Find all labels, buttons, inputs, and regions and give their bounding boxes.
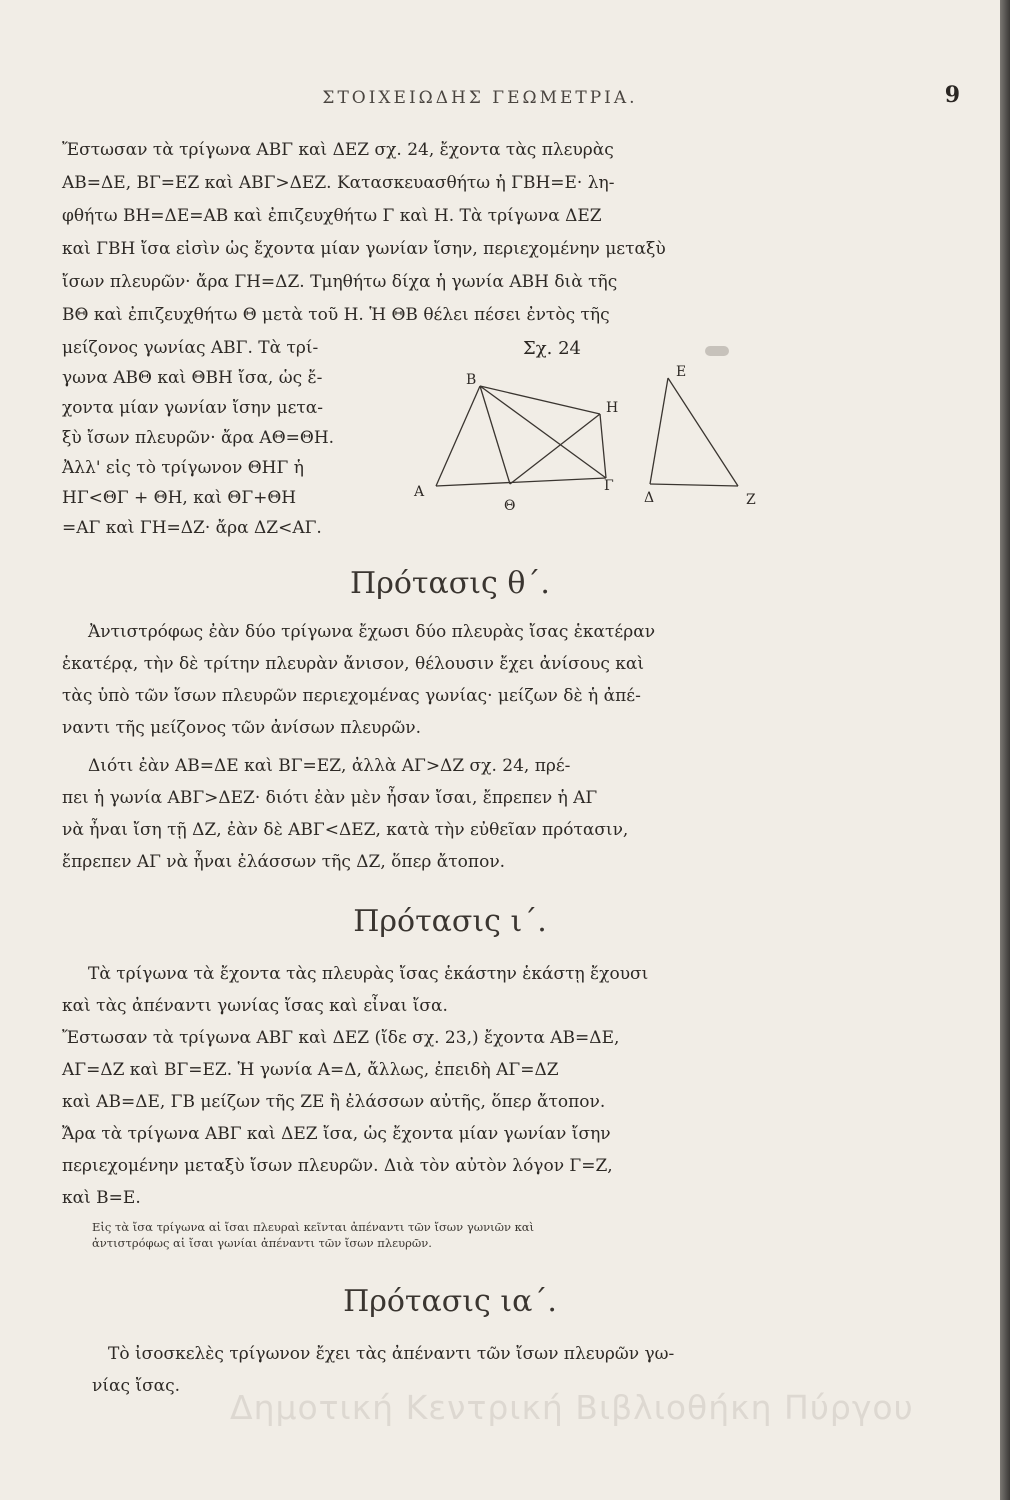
text-line: ΑΓ=ΔΖ καὶ ΒΓ=ΕΖ. Ἡ γωνία Α=Δ, ἄλλως, ἐπειδὴ ΑΓ=ΔΖ	[62, 1060, 559, 1080]
text-line: καὶ Β=Ε.	[62, 1188, 141, 1208]
text-line: Ἄρα τὰ τρίγωνα ΑΒΓ καὶ ΔΕΖ ἴσα, ὡς ἔχοντα μίαν γωνίαν ἴσην	[62, 1124, 611, 1144]
text-line: ΗΓ<ΘΓ + ΘΗ, καὶ ΘΓ+ΘΗ	[62, 488, 297, 508]
label-G: Γ	[604, 478, 614, 494]
text-line: νὰ ἦναι ἴση τῇ ΔΖ, ἐὰν δὲ ΑΒΓ<ΔΕΖ, κατὰ τὴν εὐθεῖαν πρότασιν,	[62, 820, 629, 840]
figure-24	[408, 338, 788, 528]
figure-diagram	[408, 338, 788, 528]
running-title: ΣΤΟΙΧΕΙΩΔΗΣ ΓΕΩΜΕΤΡΙΑ.	[322, 88, 638, 108]
text-line: καὶ ΑΒ=ΔΕ, ΓΒ μείζων τῆς ΖΕ ἢ ἐλάσσων αὐτῆς, ὅπερ ἄτοπον.	[62, 1092, 606, 1112]
label-B: Β	[466, 372, 477, 388]
text-line: Ἀλλ' εἰς τὸ τρίγωνον ΘΗΓ ἡ	[62, 458, 304, 478]
text-line: καὶ τὰς ἀπέναντι γωνίας ἴσας καὶ εἶναι ἴσα.	[62, 996, 448, 1016]
label-A: Α	[414, 484, 425, 500]
text-line: μείζονος γωνίας ΑΒΓ. Τὰ τρί-	[62, 338, 319, 358]
page-edge	[1000, 0, 1010, 1500]
text-line: Τὰ τρίγωνα τὰ ἔχοντα τὰς πλευρὰς ἴσας ἑκάστην ἑκάστῃ ἔχουσι	[88, 964, 649, 984]
segment-BH	[480, 386, 600, 414]
text-line: ξὺ ἴσων πλευρῶν· ἄρα ΑΘ=ΘΗ.	[62, 428, 335, 448]
text-line: ΑΒ=ΔΕ, ΒΓ=ΕΖ καὶ ΑΒΓ>ΔΕΖ. Κατασκευασθήτω ἡ ΓΒΗ=Ε· λη-	[62, 173, 615, 193]
segment-ThH	[510, 414, 600, 484]
segment-AG	[436, 478, 606, 486]
label-Th: Θ	[504, 498, 516, 514]
text-line: Ἀντιστρόφως ἐὰν δύο τρίγωνα ἔχωσι δύο πλευρὰς ἴσας ἑκατέραν	[88, 622, 656, 642]
proposition-iota-alpha-title: Πρότασις ια΄.	[343, 1284, 557, 1319]
text-line: =ΑΓ καὶ ΓΗ=ΔΖ· ἄρα ΔΖ<ΑΓ.	[62, 518, 322, 538]
text-line: ἔπρεπεν ΑΓ νὰ ἦναι ἐλάσσων τῆς ΔΖ, ὅπερ ἄτοπον.	[62, 852, 506, 872]
text-line: φθήτω ΒΗ=ΔΕ=ΑΒ καὶ ἐπιζευχθήτω Γ καὶ Η. Τὰ τρίγωνα ΔΕΖ	[62, 206, 602, 226]
page-number: 9	[944, 82, 960, 108]
text-line: Ἔστωσαν τὰ τρίγωνα ΑΒΓ καὶ ΔΕΖ σχ. 24, ἔχοντα τὰς πλευρὰς	[62, 140, 614, 160]
figure-caption: Σχ. 24	[523, 338, 581, 359]
text-line: Διότι ἐὰν ΑΒ=ΔΕ καὶ ΒΓ=ΕΖ, ἀλλὰ ΑΓ>ΔΖ σχ. 24, πρέ-	[88, 756, 571, 776]
segment-DE	[650, 378, 668, 484]
segment-HG	[600, 414, 606, 478]
footnote-line: Εἰς τὰ ἴσα τρίγωνα αἱ ἴσαι πλευραὶ κεῖνται ἀπέναντι τῶν ἴσων γωνιῶν καὶ	[92, 1220, 535, 1234]
library-watermark: Δημοτική Κεντρική Βιβλιοθήκη Πύργου	[230, 1388, 914, 1427]
text-line: περιεχομένην μεταξὺ ἴσων πλευρῶν. Διὰ τὸν αὐτὸν λόγον Γ=Ζ,	[62, 1156, 613, 1176]
footnote-line: ἀντιστρόφως αἱ ἴσαι γωνίαι ἀπέναντι τῶν ἴσων πλευρῶν.	[92, 1236, 432, 1250]
segment-AB	[436, 386, 480, 486]
text-line: ναντι τῆς μείζονος τῶν ἀνίσων πλευρῶν.	[62, 718, 421, 738]
text-line: χοντα μίαν γωνίαν ἴσην μετα-	[62, 398, 324, 418]
text-line: ἑκατέρᾳ, τὴν δὲ τρίτην πλευρὰν ἄνισον, θέλουσιν ἔχει ἀνίσους καὶ	[62, 654, 645, 674]
text-line: ἴσων πλευρῶν· ἄρα ΓΗ=ΔΖ. Τμηθήτω δίχα ἡ γωνία ΑΒΗ διὰ τῆς	[62, 272, 618, 292]
text-line: πει ἡ γωνία ΑΒΓ>ΔΕΖ· διότι ἐὰν μὲν ἦσαν ἴσαι, ἔπρεπεν ἡ ΑΓ	[62, 788, 598, 808]
proposition-iota-title: Πρότασις ι΄.	[353, 904, 547, 939]
segment-EZ	[668, 378, 738, 486]
segment-BG	[480, 386, 606, 478]
text-line: γωνα ΑΒΘ καὶ ΘΒΗ ἴσα, ὡς ἔ-	[62, 368, 323, 388]
text-line: Ἔστωσαν τὰ τρίγωνα ΑΒΓ καὶ ΔΕΖ (ἴδε σχ. 23,) ἔχοντα ΑΒ=ΔΕ,	[62, 1028, 620, 1048]
text-line: Τὸ ἰσοσκελὲς τρίγωνον ἔχει τὰς ἀπέναντι τῶν ἴσων πλευρῶν γω-	[108, 1344, 675, 1364]
label-H: Η	[606, 400, 619, 416]
text-line: ΒΘ καὶ ἐπιζευχθήτω Θ μετὰ τοῦ Η. Ἡ ΘΒ θέλει πέσει ἐντὸς τῆς	[62, 305, 610, 325]
text-line: τὰς ὑπὸ τῶν ἴσων πλευρῶν περιεχομένας γωνίας· μείζων δὲ ἡ ἀπέ-	[62, 686, 641, 706]
proposition-theta-title: Πρότασις θ΄.	[350, 566, 550, 601]
label-Z: Ζ	[746, 492, 756, 508]
label-E: Ε	[676, 364, 687, 380]
segment-BTh	[480, 386, 510, 484]
segment-DZ	[650, 484, 738, 486]
label-D: Δ	[644, 490, 655, 506]
text-line: καὶ ΓΒΗ ἴσα εἰσὶν ὡς ἔχοντα μίαν γωνίαν ἴσην, περιεχομένην μεταξὺ	[62, 239, 666, 259]
text-line: νίας ἴσας.	[92, 1376, 181, 1396]
